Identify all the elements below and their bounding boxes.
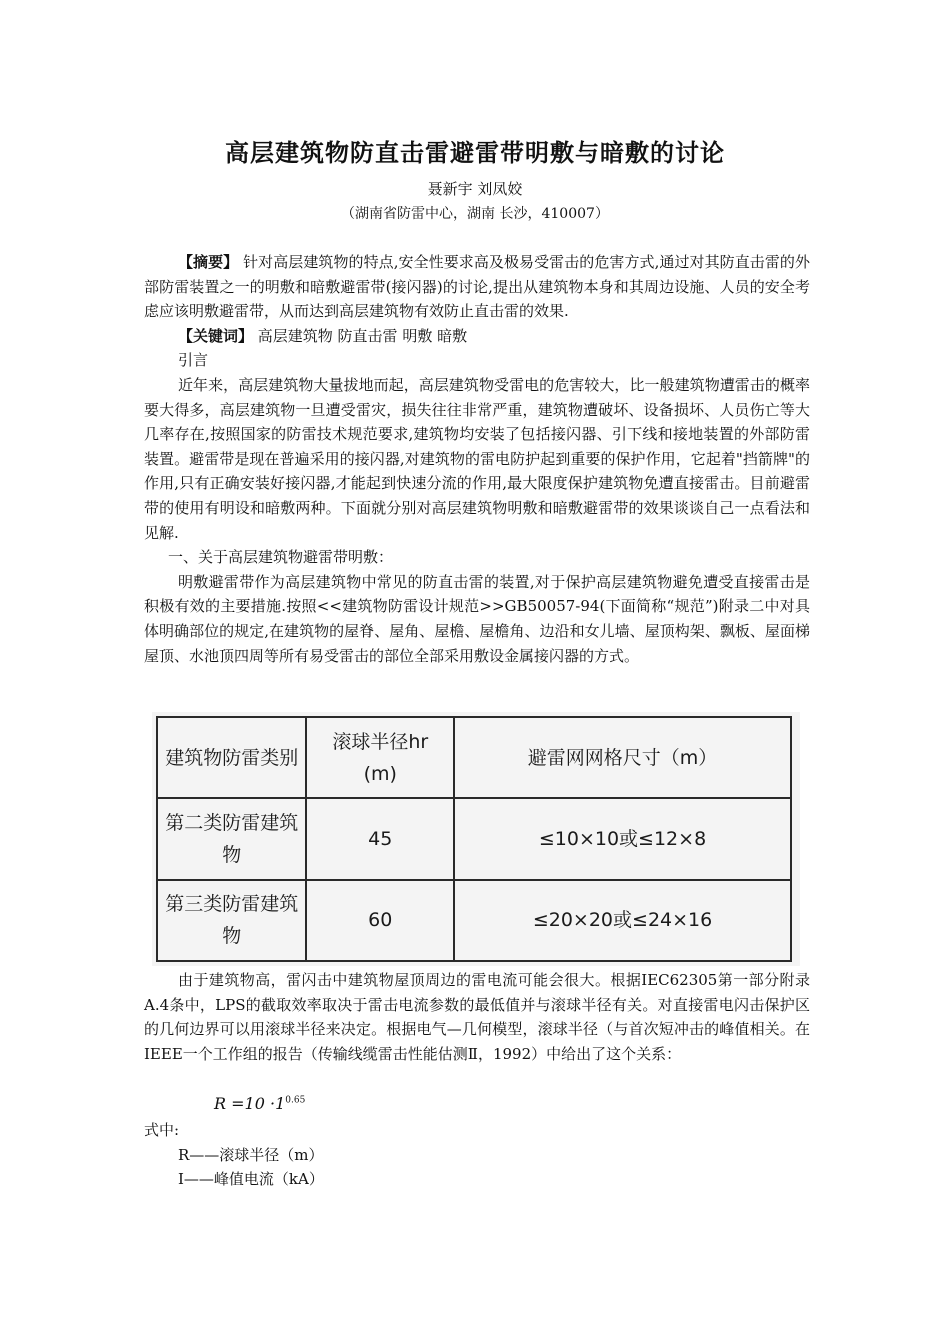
table-cell: 60 [306,880,454,961]
lower-body [144,968,810,1066]
upper-body [144,250,810,668]
definition-item: I——峰值电流（kA） [178,1170,324,1189]
table-row [157,798,791,879]
table-header-row [157,717,791,798]
table-header-cell: 滚球半径hr (m) [306,717,454,798]
formula [214,1094,305,1113]
formula-base: R =10 ·1 [214,1094,286,1113]
abstract [144,250,810,324]
keywords [144,324,810,349]
table-cell: ≤20×20或≤24×16 [454,880,791,961]
intro-heading: 引言 [178,351,209,370]
abstract-text: 针对高层建筑物的特点,安全性要求高及极易受雷击的危害方式,通过对其防直击雷的外部防雷装置之一的明敷和暗敷避雷带(接闪器)的讨论,提出从建筑物本身和其周边设施、人员的安全考虑应该明敷避雷带，从而达到高层建筑物有效防止直击雷的效果. [144,253,810,321]
table-header-cell: 避雷网网格尺寸（m） [454,717,791,798]
paragraph-open-installation: 明敷避雷带作为高层建筑物中常见的防直击雷的装置,对于保护高层建筑物避免遭受直接雷击是积极有效的主要措施.按照<<建筑物防雷设计规范>>GB50057-94(下面简称“规范”)附录二中对具体明确部位的规定,在建筑物的屋脊、屋角、屋檐、屋檐角、边沿和女儿墙、屋顶构架、飘板、屋面梯屋顶、水池顶四周等所有易受雷击的部位全部采用敷设金属接闪器的方式。 [144,572,810,665]
paper-title: 高层建筑物防直击雷避雷带明敷与暗敷的讨论 [225,139,725,167]
rolling-sphere-table [152,712,800,966]
table-row [157,880,791,961]
lightning-class-table [156,716,792,962]
table-cell: 45 [306,798,454,879]
paragraph-intro: 近年来，高层建筑物大量拔地而起，高层建筑物受雷电的危害较大，比一般建筑物遭雷击的概率要大得多，高层建筑物一旦遭受雷灾，损失往往非常严重，建筑物遭破坏、设备损坏、人员伤亡等大几率存在,按照国家的防雷技术规范要求,建筑物均安装了包括接闪器、引下线和接地装置的外部防雷装置。避雷带是现在普遍采用的接闪器,对建筑物的雷电防护起到重要的保护作用，它起着"挡箭牌"的作用,只有正确安装好接闪器,才能起到快速分流的作用,最大限度保护建筑物免遭直接雷击。目前避雷带的使用有明设和暗敷两种。下面就分别对高层建筑物明敷和暗敷避雷带的效果谈谈自己一点看法和见解. [144,375,810,542]
table-cell: ≤10×10或≤12×8 [454,798,791,879]
section-heading-1: 一、关于高层建筑物避雷带明敷： [168,548,394,567]
abstract-label: 【摘要】 [178,253,239,271]
affiliation: （湖南省防雷中心，湖南 长沙，410007） [341,206,609,222]
keywords-text: 高层建筑物 防直击雷 明敷 暗敷 [253,326,468,345]
definition-item: R——滚球半径（m） [178,1145,324,1164]
formula-exponent: 0.65 [285,1095,306,1106]
table-cell: 第三类防雷建筑物 [157,880,306,961]
authors: 聂新宇 刘凤姣 [427,180,523,198]
keywords-label: 【关键词】 [178,326,254,345]
table-cell: 第二类防雷建筑物 [157,798,306,879]
where-label: 式中: [144,1121,180,1139]
paragraph-rolling-sphere: 由于建筑物高，雷闪击中建筑物屋顶周边的雷电流可能会很大。根据IEC62305第一部分附录A.4条中，LPS的截取效率取决于雷击电流参数的最低值并与滚球半径有关。对直接雷电闪击保护区的几何边界可以用滚球半径来决定。根据电气—几何模型，滚球半径（与首次短冲击的峰值相关。在IEEE一个工作组的报告（传输线缆雷击性能估测Ⅱ，1992）中给出了这个关系： [144,971,810,1063]
definitions-block [144,1118,810,1192]
table-header-cell: 建筑物防雷类别 [157,717,306,798]
